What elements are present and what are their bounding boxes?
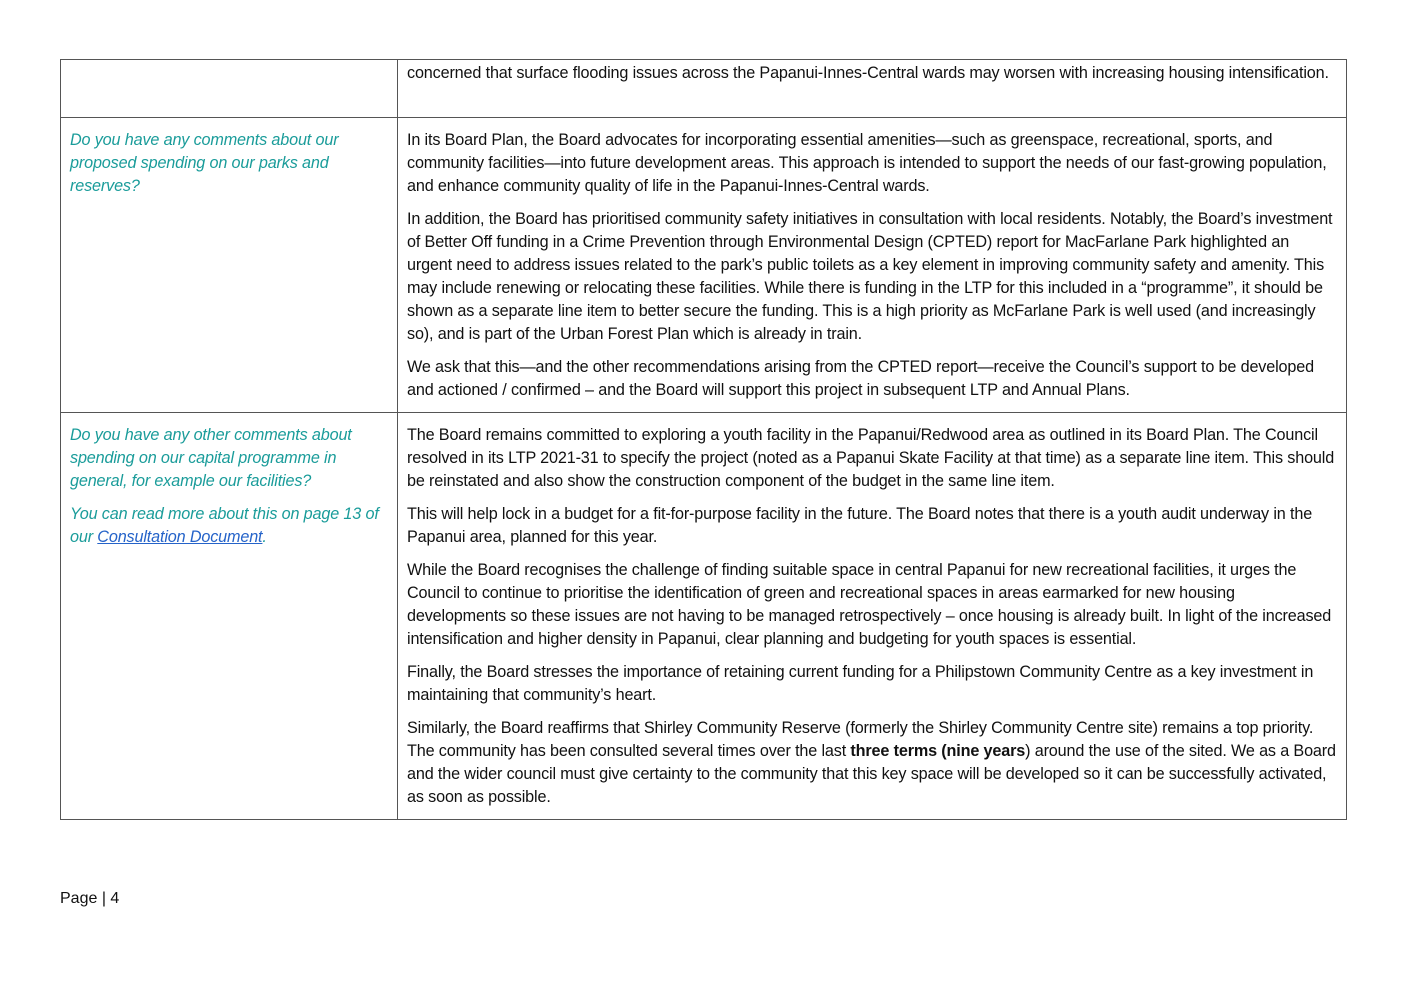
submission-table [60,59,1347,820]
answer-paragraph: The Board remains committed to exploring a youth facility in the Papanui/Redwood area as outlined in its Board Plan. The Council resolved in its LTP 2021-31 to specify the project (noted as a Papanui Skate Facility at that time) as a separate line item. This should be reinstated and also show the construction component of the budget in the same line item. [407,426,1335,490]
answer-paragraph: In its Board Plan, the Board advocates for incorporating essential amenities—such as greenspace, recreational, sports, and community facilities—into future development areas. This approach is intended to support the needs of our fast-growing population, and enhance community quality of life in the Papanui-Innes-Central wards. [407,131,1327,195]
table-row [61,60,1347,118]
answer-last-prefix: Similarly, the Board reaffirms that Shirley Community Reserve (formerly the Shirley Community Centre site) remains a top priority. The community has been consulted several times over the last [407,719,1314,760]
question-note-suffix: . [262,528,267,546]
table-row [61,118,1347,413]
answer-cell [398,60,1347,118]
answer-paragraph: We ask that this—and the other recommendations arising from the CPTED report—receive the Council’s support to be developed and actioned / confirmed – and the Board will support this project in subsequent LTP and Annual Plans. [407,358,1314,399]
question-text: Do you have any comments about our proposed spending on our parks and reserves? [70,131,339,195]
answer-last-bold: three terms (nine years [850,742,1026,760]
consultation-document-link[interactable]: Consultation Document [97,528,263,546]
answer-last-suffix: ) around the use of the sited. We as a Board and the wider council must give certainty to the community that this key space will be developed so it can be successfully activated, as soon as possible. [407,742,1336,806]
question-note [70,503,389,549]
answer-paragraph: In addition, the Board has prioritised community safety initiatives in consultation with local residents. Notably, the Board’s investment of Better Off funding in a Crime Prevention through Environmental Design (CPTED) report for MacFarlane Park highlighted an urgent need to address issues related to the park’s public toilets as a key element in improving community safety and amenity. This may include renewing or relocating these facilities. While there is funding in the LTP for this included in a “programme”, it should be shown as a separate line item to better secure the funding. This is a high priority as McFarlane Park is well used (and increasingly so), and is part of the Urban Forest Plan which is already in train. [407,210,1333,343]
answer-paragraph: Finally, the Board stresses the importance of retaining current funding for a Philipstown Community Centre as a key investment in maintaining that community’s heart. [407,663,1314,704]
question-cell [61,118,398,413]
table-row [61,413,1347,820]
answer-paragraph: concerned that surface flooding issues across the Papanui-Innes-Central wards may worsen with increasing housing intensification. [407,64,1329,82]
answer-paragraph: This will help lock in a budget for a fit-for-purpose facility in the future. The Board notes that there is a youth audit underway in the Papanui area, planned for this year. [407,505,1313,546]
answer-cell [398,413,1347,820]
page-number: Page | 4 [60,890,120,907]
answer-cell [398,118,1347,413]
answer-paragraph: While the Board recognises the challenge of finding suitable space in central Papanui for new recreational facilities, it urges the Council to continue to prioritise the identification of green and recreational spaces in areas earmarked for new housing developments so these issues are not having to be managed retrospectively – once housing is already built. In light of the increased intensification and higher density in Papanui, clear planning and budgeting for youth spaces is essential. [407,561,1332,648]
question-cell [61,60,398,118]
question-note-prefix: You can read more about this on page 13 of our [70,505,379,546]
answer-paragraph-last [407,717,1338,809]
question-cell [61,413,398,820]
question-text: Do you have any other comments about spending on our capital programme in general, for example our facilities? [70,426,352,490]
